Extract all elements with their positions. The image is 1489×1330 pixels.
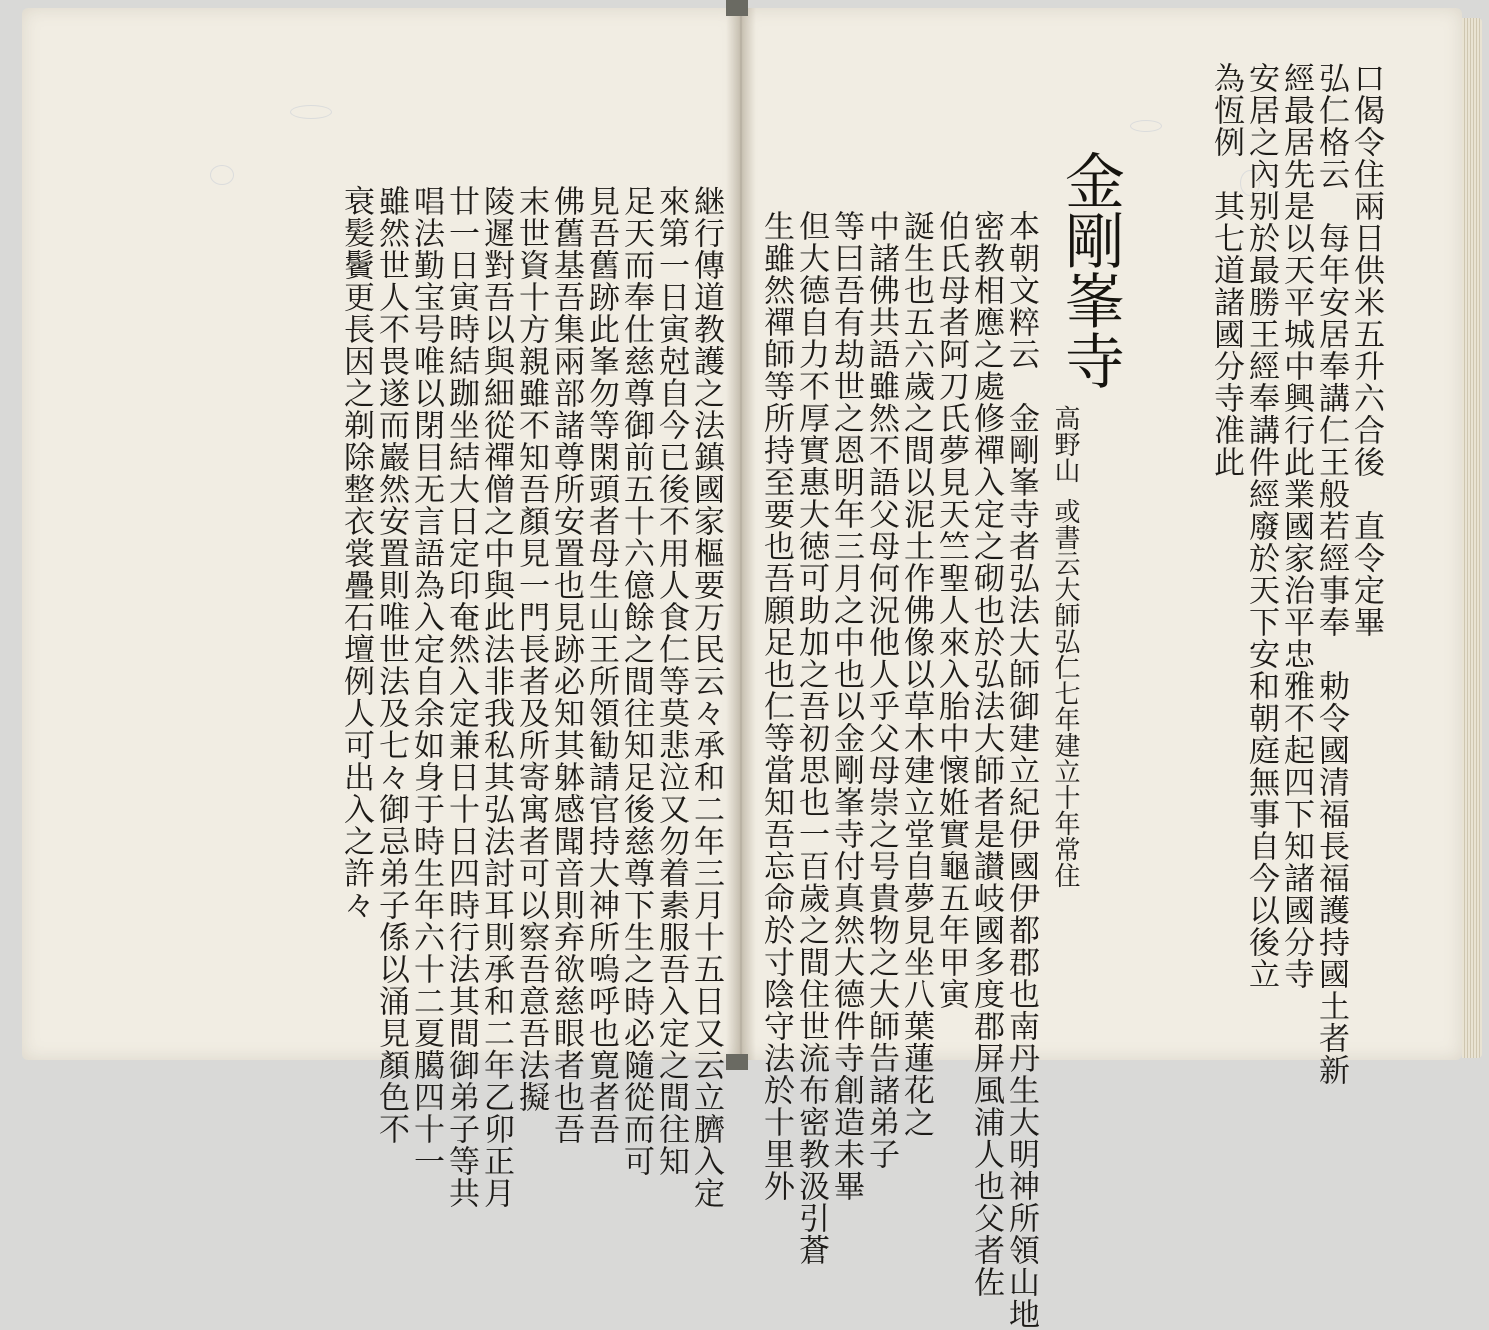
binding-tab-bottom (726, 1054, 748, 1070)
page-edges (1462, 18, 1482, 1058)
right-page-column-8: 伯氏母者阿刀氏夢見天竺聖人來入胎中懷姙實龜五年甲寅 (933, 210, 969, 1010)
right-page-column-2: 弘仁格云 每年安居奉講仁王般若經事奉 勅令國清福長福護持國土者新 (1313, 62, 1349, 1086)
right-page-column-9: 誕生也五六歲之間以泥土作佛像以草木建立堂自夢見坐八葉蓮花之 (898, 210, 934, 1138)
right-page-column-4: 安居之內别於最勝王經奉講件經廢於天下安和朝庭無事自今以後立 (1243, 62, 1279, 990)
right-page-column-7: 密教相應之處修禪入定之砌也於弘法大師者是讃岐國多度郡屏風浦人也父者佐 (968, 210, 1004, 1298)
right-page-column-13: 生雖然禪師等所持至要也吾願足也仁等當知吾忘命於寸陰守法於十里外 (758, 210, 794, 1202)
left-page-column-9: 唱法勤宝号唯以閉目无言語為入定自余如身于時生年六十二夏臈四十一 (408, 185, 444, 1177)
right-page-column-6: 本朝文粹云 金剛峯寺者弘法大師御建立紀伊國伊都郡也南丹生大明神所領山地 (1003, 210, 1039, 1330)
right-page-column-11: 等曰吾有劫世之恩明年三月之中也以金剛峯寺付真然大德件寺創造未畢 (828, 210, 864, 1202)
left-page-column-2: 來第一日寅尅自今已後不用人食仁等莫悲泣又勿着素服吾入定之間往知 (653, 185, 689, 1177)
left-page-column-6: 末世資十方親雖不知吾顏見一門長者及所寄寓者可以察吾意吾法擬 (513, 185, 549, 1113)
binding-tab-top (726, 0, 748, 16)
left-page-column-8: 廿一日寅時結跏坐結大日定印奄然入定兼日十日四時行法其間御弟子等共 (443, 185, 479, 1209)
heading-note: 或書云大師弘仁七年建立十年常住 (1050, 498, 1080, 888)
right-page-column-5: 為恆例 其七道諸國分寺准此 (1208, 62, 1244, 478)
left-page-column-3: 足天而奉仕慈尊御前五十六億餘之間往知足後慈尊下生之時必隨從而可 (618, 185, 654, 1177)
left-page-column-11: 衰髪鬢更長因之剃除整衣裳疊石壇例人可出入之許々 (338, 185, 374, 921)
paper-fiber (210, 165, 234, 185)
section-heading: 金剛峯寺 (1055, 150, 1125, 390)
location-note: 高野山 (1050, 405, 1080, 483)
left-page-column-7: 陵遲對吾以與細從禪僧之中與此法非我私其弘法討耳則承和二年乙卯正月 (478, 185, 514, 1209)
right-page-column-12: 但大德自力不厚實惠大徳可助加之吾初思也一百歲之間住世流布密教汲引蒼 (793, 210, 829, 1266)
book-gutter (726, 8, 756, 1060)
left-page-column-5: 佛舊基吾集兩部諸尊所安置也見跡必知其躰感聞音則弃欲慈眼者也吾 (548, 185, 584, 1145)
paper-fiber (1130, 120, 1162, 132)
right-page-column-3: 經最居先是以天平城中興行此業國家治平忠雅不起四下知諸國分寺 (1278, 62, 1314, 990)
right-page-column-1: 口偈令住兩日供米五升六合後 直令定畢 (1348, 62, 1384, 638)
paper-fiber (290, 105, 332, 119)
right-page-column-10: 中諸佛共語雖然不語父母何況他人乎父母崇之号貴物之大師告諸弟子 (863, 210, 899, 1170)
left-page-column-10: 雖然世人不畏遂而巖然安置則唯世法及七々御忌弟子係以涌見顏色不 (373, 185, 409, 1145)
left-page-column-1: 継行傳道教護之法鎮國家樞要万民云々承和二年三月十五日又云立臍入定 (688, 185, 724, 1209)
left-page-column-4: 見吾舊跡此峯勿等閑頭者母生山王所領勧請官持大神所嗚呼也寛者吾 (583, 185, 619, 1145)
